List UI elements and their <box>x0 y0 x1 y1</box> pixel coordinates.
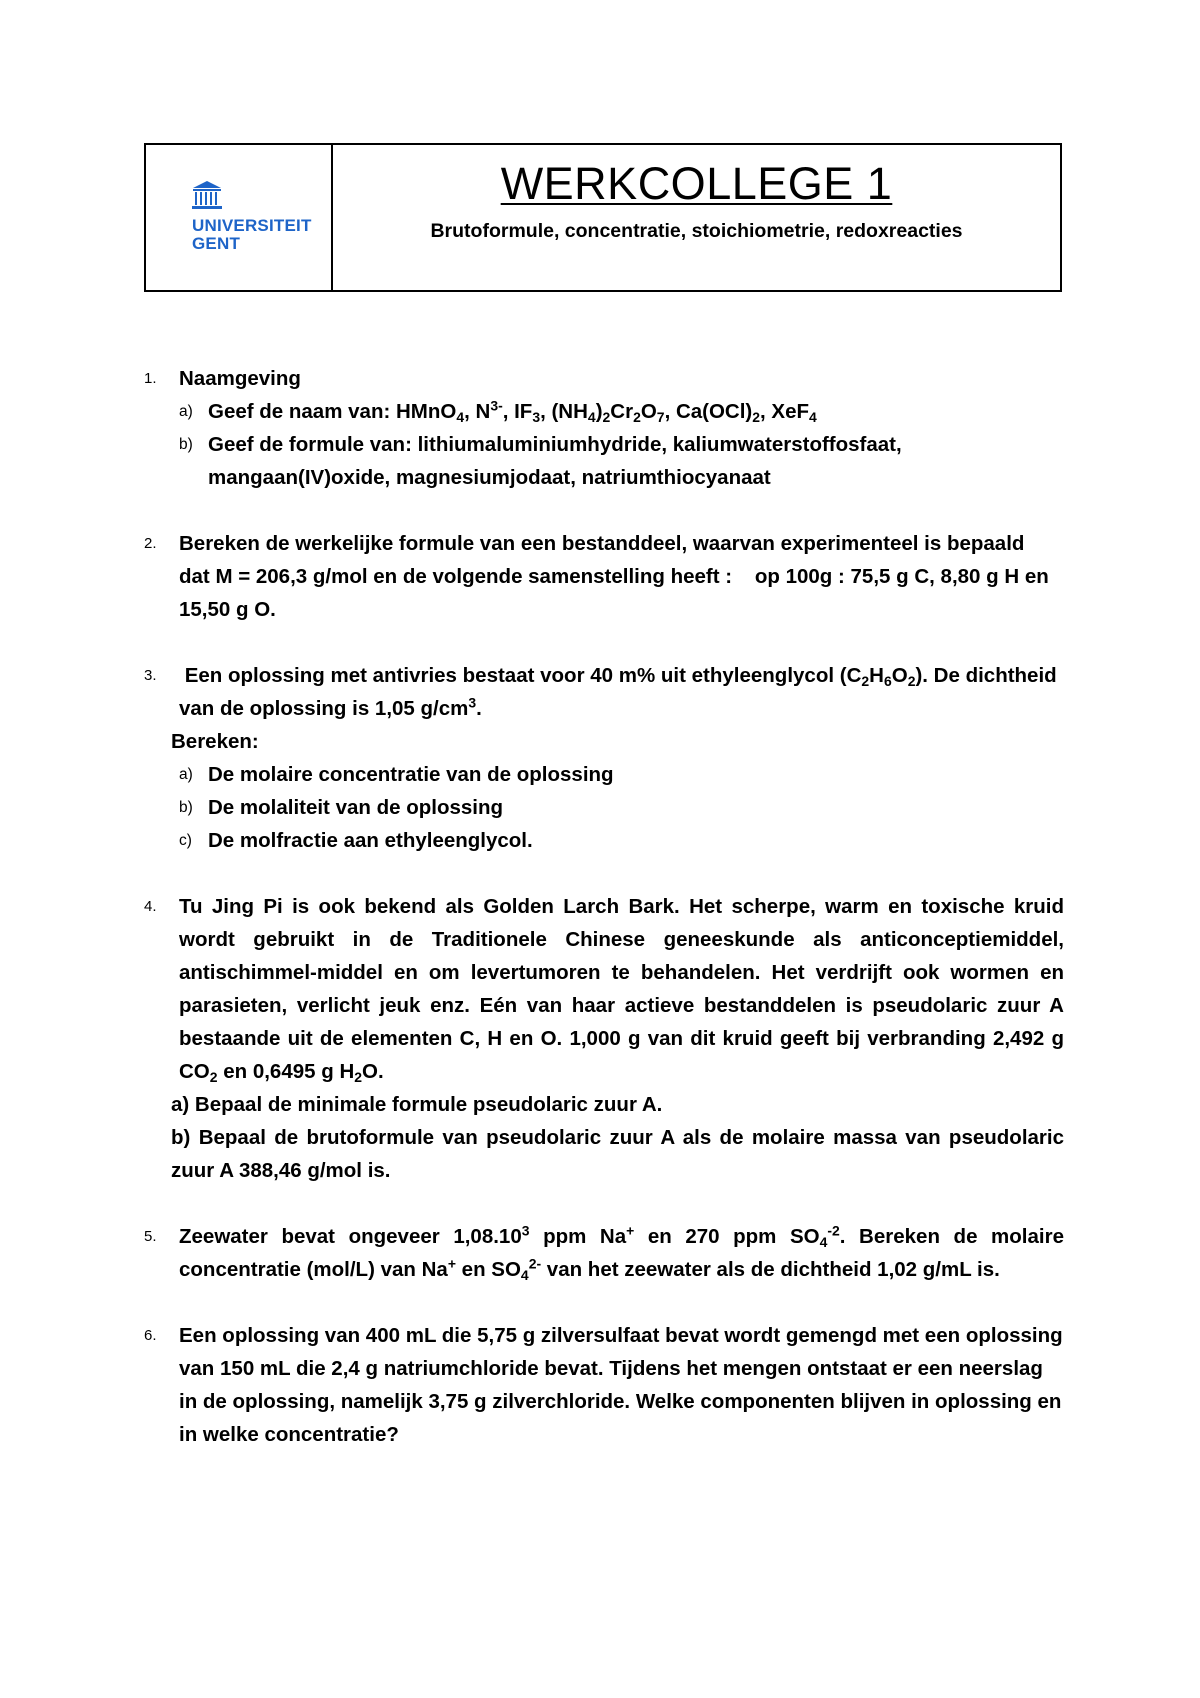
subquestion-label: b) <box>179 799 193 816</box>
header-table <box>144 143 1062 292</box>
page-subtitle: Brutoformule, concentratie, stoichiometrie, redoxreacties <box>430 220 963 242</box>
question-title: Naamgeving <box>179 367 301 390</box>
text-segment: van het zeewater als de dichtheid 1,02 g/mL is. <box>541 1258 1000 1281</box>
subquestion-b <box>179 428 1064 494</box>
subquestion-b <box>179 791 1064 824</box>
subquestion-label: b) <box>179 436 193 453</box>
logo-cell <box>146 145 333 290</box>
question-paragraph: Tu Jing Pi is ook bekend als Golden Larch Bark. Het scherpe, warm en toxische kruid wordt gebruikt in de Traditionele Chinese geneeskunde als anticonceptiemiddel, antischimmel-middel en om levertumoren te behandelen. Het verdrijft ook wormen en parasieten, verlicht jeuk enz. Eén van haar actieve bestanddelen is pseudolaric zuur A bestaande uit de elementen C, H en O. 1,000 g van dit kruid geeft bij verbranding 2,492 g $CO_2$ en 0,6495 g $H_2O$. <box>179 895 1064 1086</box>
question-5 <box>144 1220 1064 1286</box>
subquestion-label: a) <box>179 403 193 420</box>
university-logo-text <box>192 217 312 253</box>
text-segment: Tu Jing Pi is ook bekend als Golden Larch Bark. Het scherpe, warm en toxische kruid wordt gebruikt in de Traditionele Chinese geneeskunde als anticonceptiemiddel, antischimmel-middel en om levertumoren te behandelen. Het verdrijft ook wormen en parasieten, verlicht jeuk enz. Eén van haar actieve bestanddelen is pseudolaric zuur A bestaande uit de elementen C, H en O. 1,000 g van dit kruid geeft bij verbranding 2,492 g <box>179 895 1064 1050</box>
bereken-label: Bereken: <box>171 730 259 753</box>
question-text-line: Bereken de werkelijke formule van een bestanddeel, waarvan experimenteel is bepaald <box>179 532 1025 555</box>
text-segment: . <box>377 1060 384 1083</box>
question-text-line <box>179 692 1064 725</box>
exercise-list <box>144 362 1064 1484</box>
formula-list: HMnO$_4$, $N^{3-}$, $IF_3$, $(NH_4)_2Cr_2O_7$, $Ca(OCl)_2$, XeF$_4$ <box>395 397 817 426</box>
question-number: 3. <box>144 667 157 684</box>
text-segment: en 270 ppm SO <box>634 1225 820 1248</box>
question-paragraph: Zeewater bevat ongeveer 1,08.10$^3$ ppm Na+ en 270 ppm $SO_4^{-2}$. Bereken de molaire concentratie (mol/L) van Na+ en $SO_4^{2-}$ van het zeewater als de dichtheid 1,02 g/mL is. <box>179 1222 1064 1284</box>
question-6 <box>144 1319 1064 1451</box>
text-segment: ppm Na <box>529 1225 627 1248</box>
text-segment: van de oplossing is 1,05 g/cm <box>179 697 469 720</box>
question-2 <box>144 527 1064 626</box>
subquestion-text: Geef de formule van: lithiumaluminiumhydride, kaliumwaterstoffosfaat, <box>208 433 902 456</box>
text-segment: . <box>476 697 482 720</box>
subquestion-a: a) Bepaal de minimale formule pseudolaric zuur A. <box>171 1093 663 1116</box>
question-4 <box>144 890 1064 1187</box>
page-title: WERKCOLLEGE 1 <box>500 158 893 209</box>
subquestion-text: De molaire concentratie van de oplossing <box>208 763 614 786</box>
university-building-icon <box>190 179 224 211</box>
text-segment: Zeewater bevat ongeveer 1,08.10 <box>179 1225 522 1248</box>
question-number: 5. <box>144 1228 157 1245</box>
text-segment: Een oplossing met antivries bestaat voor 40 m% uit ethyleenglycol ( <box>179 664 847 687</box>
subquestion-text: De molfractie aan ethyleenglycol. <box>208 829 533 852</box>
text-segment: en SO <box>455 1258 521 1281</box>
text-segment: . Bereken de molaire concentratie (mol/L) van Na <box>179 1225 1064 1281</box>
question-text-line: 15,50 g O. <box>179 598 276 621</box>
text-segment: en 0,6495 g <box>217 1060 340 1083</box>
question-paragraph: Een oplossing van 400 mL die 5,75 g zilversulfaat bevat wordt gemengd met een oplossing van 150 mL die 2,4 g natriumchloride bevat. Tijdens het mengen ontstaat er een neerslag in de oplossing, namelijk 3,75 g zilverchloride. Welke componenten blijven in oplossing en in welke concentratie? <box>179 1324 1063 1446</box>
question-number: 1. <box>144 370 157 387</box>
question-1 <box>144 362 1064 494</box>
subquestion-label: a) <box>179 766 193 783</box>
subquestion-text-cont: mangaan(IV)oxide, magnesiumjodaat, natriumthiocyanaat <box>208 466 771 489</box>
question-3 <box>144 659 1064 857</box>
question-text-line <box>179 659 1064 692</box>
subquestion-label: c) <box>179 832 192 849</box>
superscript: 3 <box>468 694 477 711</box>
question-number: 2. <box>144 535 157 552</box>
question-text-line: dat M = 206,3 g/mol en de volgende samenstelling heeft : op 100g : 75,5 g C, 8,80 g H en <box>179 565 1049 588</box>
subquestion-text: Geef de naam van: <box>208 400 396 423</box>
subquestion-b: b) Bepaal de brutoformule van pseudolaric zuur A als de molaire massa van pseudolaric zuur A 388,46 g/mol is. <box>171 1126 1064 1182</box>
subquestion-a <box>179 395 1064 428</box>
title-cell <box>333 145 1060 290</box>
question-number: 6. <box>144 1327 157 1344</box>
logo-line-1: UNIVERSITEIT <box>192 216 312 235</box>
question-number: 4. <box>144 898 157 915</box>
subquestion-text: De molaliteit van de oplossing <box>208 796 504 819</box>
logo-line-2: GENT <box>192 234 241 253</box>
subquestion-c <box>179 824 1064 857</box>
formula-ethylene-glycol: $C_2H_6O_2$ <box>846 664 916 690</box>
subquestion-a <box>179 758 1064 791</box>
text-segment: ). De dichtheid <box>915 664 1057 687</box>
